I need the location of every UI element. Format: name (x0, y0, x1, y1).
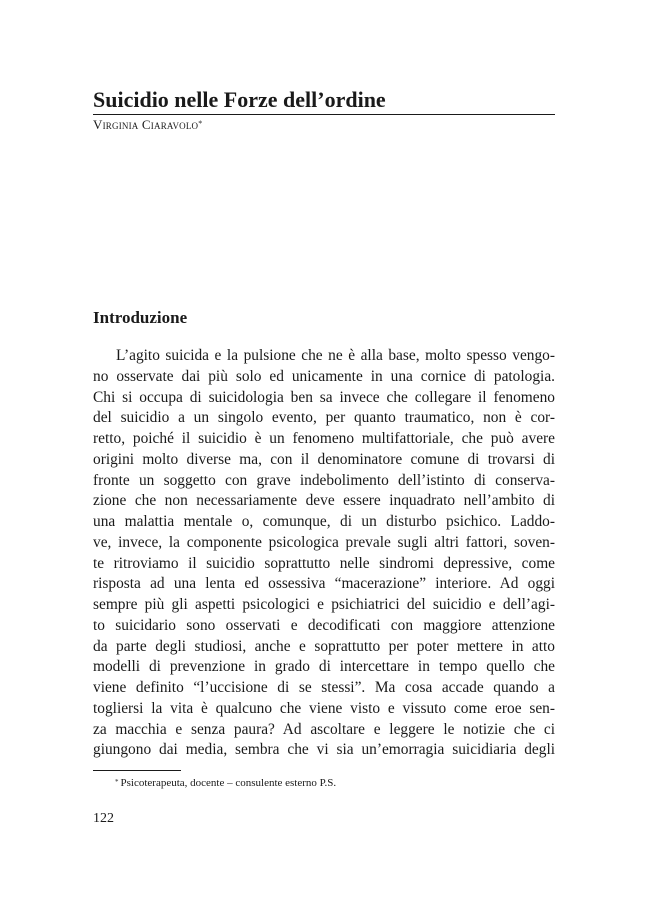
text-line: modelli di prevenzione in grado di intercettare in tempo quello che (93, 658, 555, 676)
article-title: Suicidio nelle Forze dell’ordine (93, 87, 386, 112)
text-line: no osservate dai più solo ed unicamente in una cornice di patologia. (93, 367, 555, 385)
footnote-mark: * (115, 778, 119, 786)
article-author (93, 117, 202, 133)
text-line: togliersi la vita è qualcuno che viene visto e vissuto come eroe sen- (93, 699, 555, 717)
author-name: Virginia Ciaravolo (93, 117, 199, 132)
text-line: ve, invece, la componente psicologica prevale sugli altri fattori, soven- (93, 533, 555, 551)
text-line: L’agito suicida e la pulsione che ne è alla base, molto spesso vengo- (116, 347, 555, 364)
text-line: to suicidario sono osservati e decodificati con maggiore attenzione (93, 616, 555, 634)
text-line: del suicidio a un singolo evento, per quanto traumatico, non è cor- (93, 409, 555, 427)
section-heading: Introduzione (93, 308, 188, 327)
text-line: una malattia mentale o, comunque, di un disturbo psichico. Laddo- (93, 513, 555, 530)
title-divider (93, 114, 555, 115)
footnote-text: Psicoterapeuta, docente – consulente esterno P.S. (120, 777, 337, 789)
text-line: te ritroviamo il suicidio soprattutto nelle sindromi depressive, come (93, 554, 555, 572)
author-footnote-mark: * (198, 119, 203, 128)
page-number: 122 (93, 811, 114, 826)
text-line: retto, poiché il suicidio è un fenomeno multifattoriale, che può avere (93, 430, 555, 447)
text-line: risposta ad una lenta ed ossessiva “macerazione” interiore. Ad oggi (93, 575, 555, 593)
body-paragraph (93, 346, 555, 761)
text-line: da parte degli studiosi, anche e soprattutto per poter mettere in atto (93, 637, 555, 655)
footnote (115, 776, 336, 790)
text-line: Chi si occupa di suicidologia ben sa invece che collegare il fenomeno (93, 388, 555, 406)
text-line: viene definito “l’uccisione di se stessi”. Ma cosa accade quando a (93, 679, 555, 696)
text-line: origini molto diverse ma, con il denominatore comune di trovarsi di (93, 450, 555, 468)
text-line: fronte un soggetto con grave indebolimento dell’istinto di conserva- (93, 471, 555, 489)
text-line: sempre più gli aspetti psicologici e psichiatrici del suicidio e dell’agi- (93, 596, 555, 613)
text-line: zione che non necessariamente deve essere inquadrato nell’ambito di (93, 492, 555, 510)
footnote-divider (93, 770, 181, 771)
text-line: giungono dai media, sembra che vi sia un’emorragia suicidiaria degli (93, 741, 555, 759)
text-line: za macchia e senza paura? Ad ascoltare e leggere le notizie che ci (93, 720, 555, 738)
